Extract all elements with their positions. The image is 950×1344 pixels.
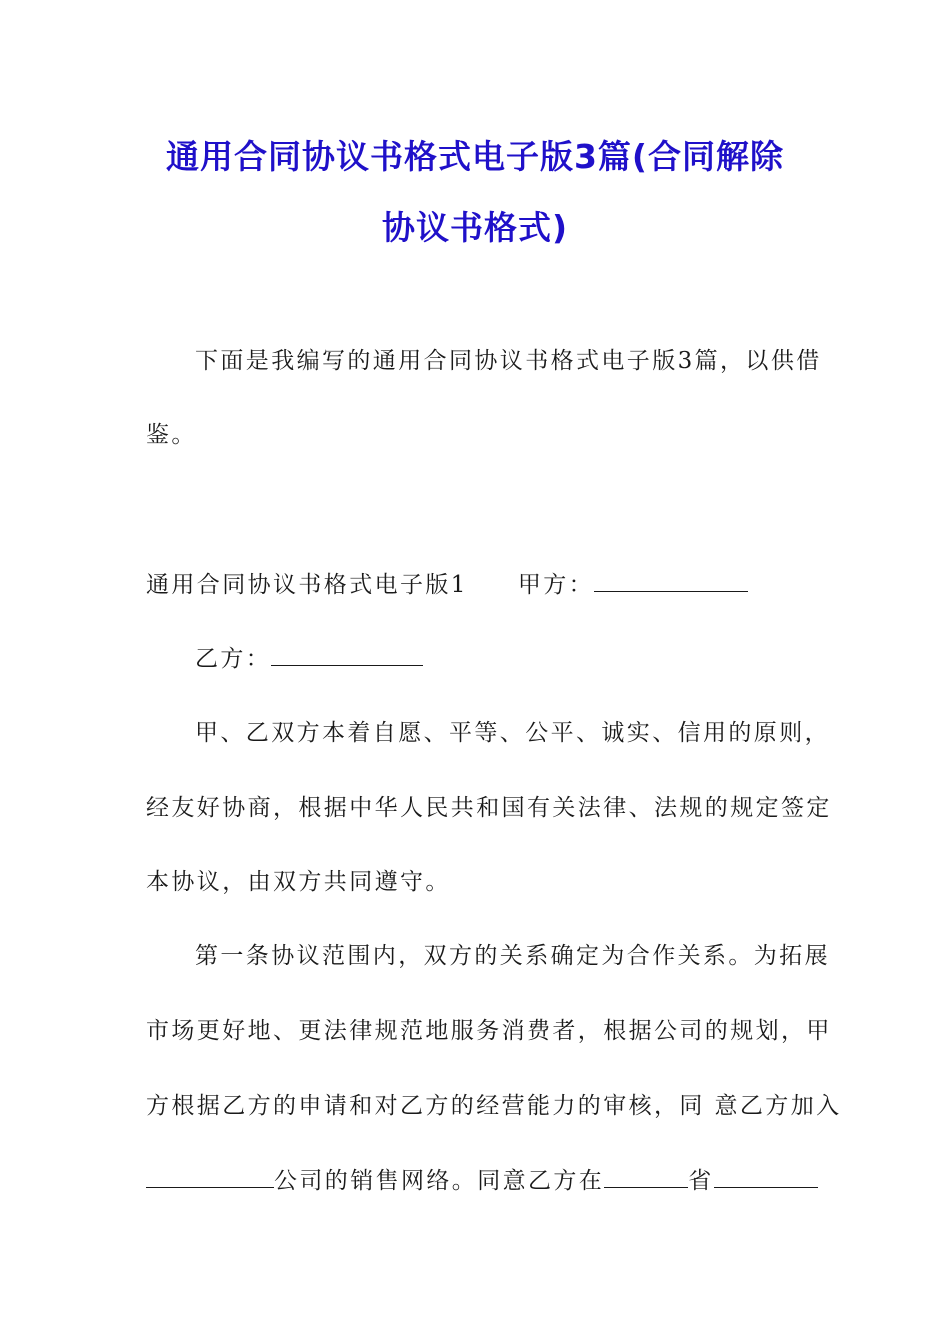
party-b-label: 乙方： (195, 646, 272, 672)
document-title-line-1: 通用合同协议书格式电子版3篇(合同解除 (165, 137, 785, 176)
province-blank (604, 1165, 688, 1188)
paragraph-1-line-1: 甲、乙双方本着自愿、平等、公平、诚实、信用的原则， (195, 720, 830, 746)
party-a-label: 甲方： (517, 572, 595, 598)
party-b-line (195, 643, 423, 674)
party-a-blank (594, 569, 748, 592)
section-1-heading (146, 569, 748, 600)
section-heading-text: 通用合同协议书格式电子版1 (146, 572, 468, 598)
paragraph-2-line-3: 方根据乙方的申请和对乙方的经营能力的审核，同 意乙方加入 (146, 1093, 842, 1119)
province-label: 省 (688, 1168, 714, 1194)
paragraph-1-line-2: 经友好协商，根据中华人民共和国有关法律、法规的规定签定 (146, 795, 832, 821)
intro-text-line-2: 鉴。 (146, 422, 197, 448)
company-name-blank (146, 1165, 274, 1188)
paragraph-2-line-1: 第一条协议范围内，双方的关系确定为合作关系。为拓展 (195, 943, 830, 969)
intro-text-line-1: 下面是我编写的通用合同协议书格式电子版3篇，以供借 (195, 348, 822, 374)
party-b-blank (271, 643, 423, 666)
city-blank (714, 1165, 818, 1188)
paragraph-2-line-4 (146, 1165, 818, 1196)
document-title-line-2: 协议书格式) (381, 208, 569, 247)
paragraph-2-line-2: 市场更好地、更法律规范地服务消费者，根据公司的规划，甲 (146, 1018, 832, 1044)
paragraph-2-line-4-text: 公司的销售网络。同意乙方在 (274, 1168, 605, 1194)
paragraph-1-line-3: 本协议，由双方共同遵守。 (146, 869, 451, 895)
